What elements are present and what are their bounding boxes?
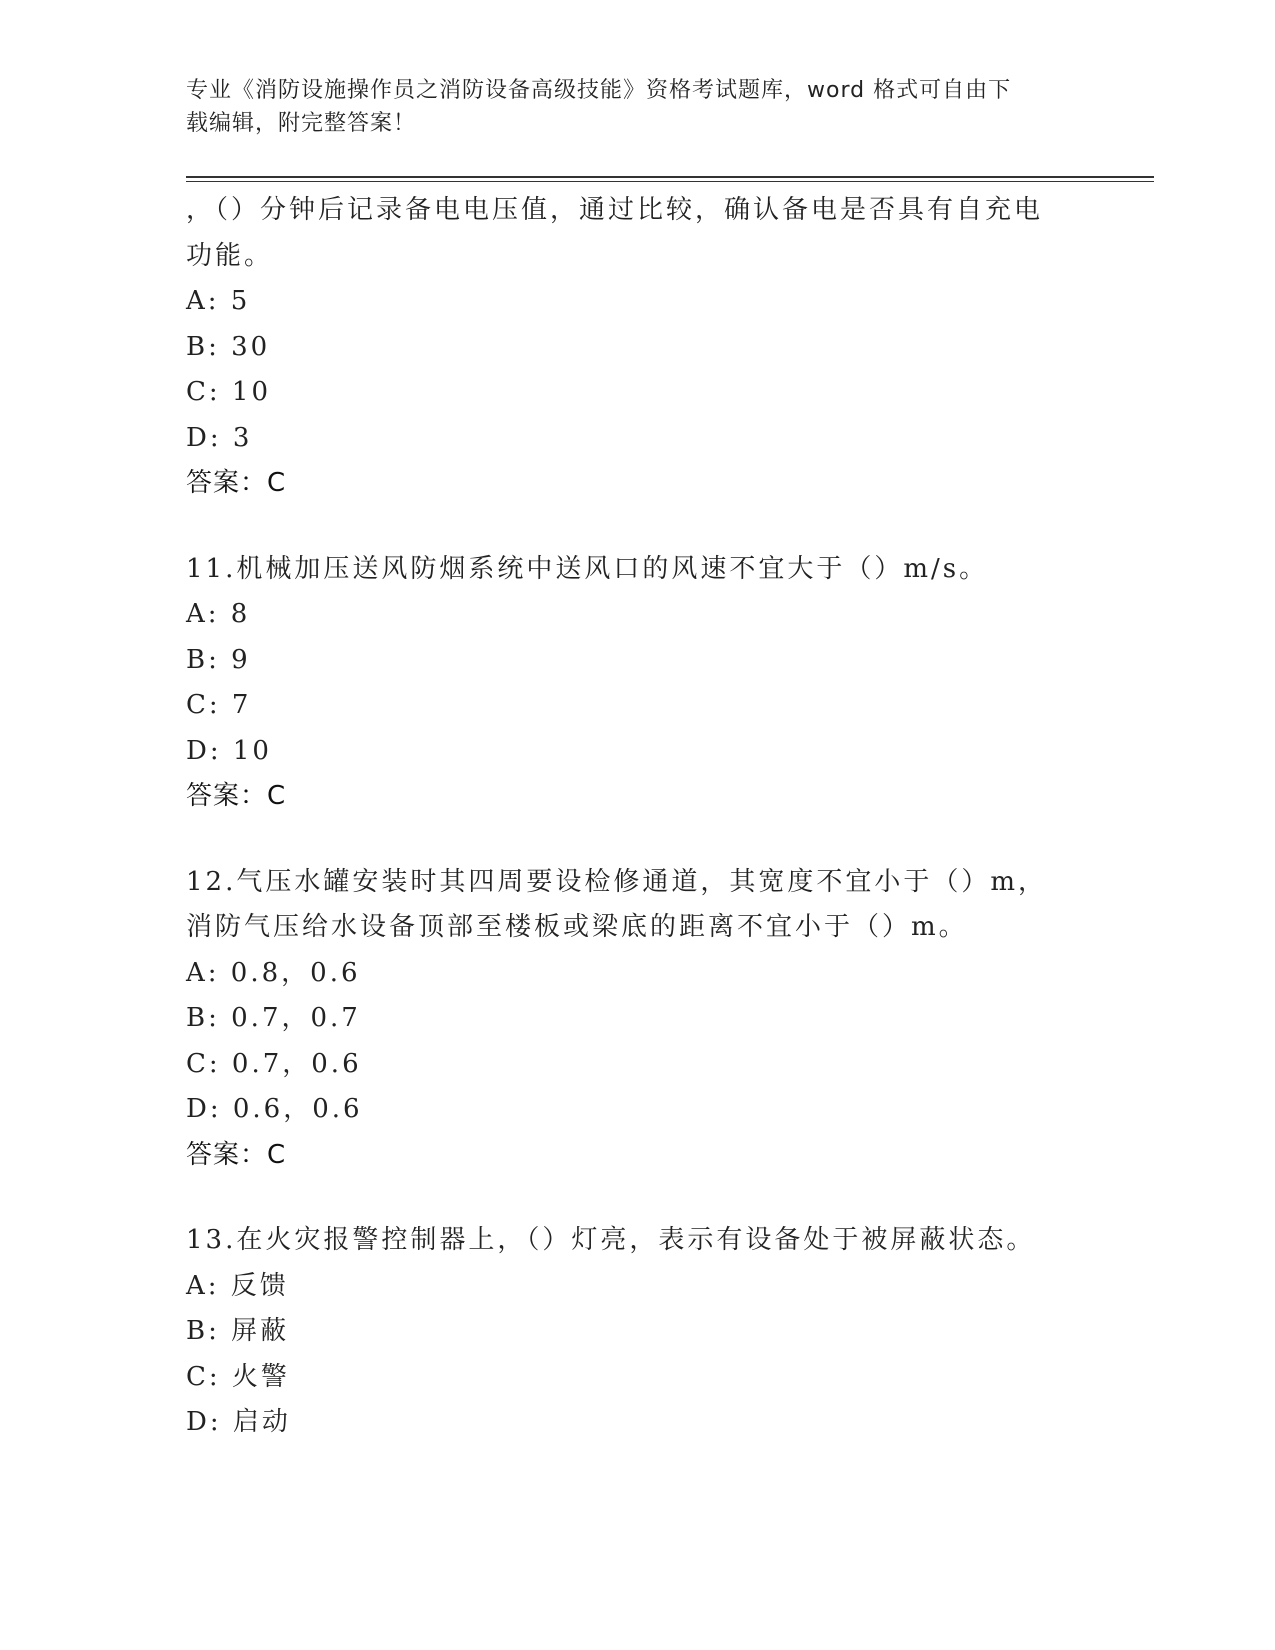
- option-d: D: 3: [186, 422, 253, 453]
- option-a: A: 0.8，0.6: [186, 957, 361, 988]
- question-item: [186, 860, 1066, 1179]
- question-item: [186, 547, 1066, 820]
- question-stem: ，（）分钟后记录备电电压值，通过比较，确认备电是否具有自充电功能。: [186, 195, 1044, 271]
- answer-line: 答案：C: [186, 1139, 287, 1170]
- question-item: [186, 188, 1066, 507]
- option-d: D: 10: [186, 735, 272, 766]
- question-stem: 13.在火灾报警控制器上，（）灯亮，表示有设备处于被屏蔽状态。: [186, 1225, 1036, 1255]
- header-line-1: 专业《消防设施操作员之消防设备高级技能》资格考试题库，word 格式可自由下: [186, 78, 1012, 103]
- header-divider-thin: [186, 181, 1154, 182]
- option-c: C: 火警: [186, 1361, 290, 1392]
- option-c: C: 0.7，0.6: [186, 1048, 362, 1079]
- option-b: B: 9: [186, 644, 251, 675]
- answer-line: 答案：C: [186, 781, 287, 811]
- option-c: C: 10: [186, 377, 272, 407]
- question-list: [186, 188, 1066, 1446]
- answer-line: 答案：C: [186, 468, 287, 498]
- question-item: [186, 1218, 1066, 1446]
- question-stem: 11.机械加压送风防烟系统中送风口的风速不宜大于（）m/s。: [186, 553, 989, 584]
- header-divider-thick: [186, 176, 1154, 178]
- option-a: A: 反馈: [186, 1270, 289, 1301]
- question-stem: 12.气压水罐安装时其四周要设检修通道，其宽度不宜小于（）m，消防气压给水设备顶部至楼板或梁底的距离不宜小于（）m。: [186, 866, 1048, 942]
- option-b: B: 30: [186, 331, 271, 362]
- option-d: D: 0.6，0.6: [186, 1094, 363, 1124]
- option-b: B: 屏蔽: [186, 1316, 290, 1346]
- header-line-2: 载编辑，附完整答案！: [186, 111, 417, 136]
- option-c: C: 7: [186, 690, 252, 720]
- option-a: A: 8: [186, 599, 251, 629]
- page-header: [186, 74, 1066, 140]
- option-a: A: 5: [186, 286, 251, 316]
- option-d: D: 启动: [186, 1407, 291, 1437]
- option-b: B: 0.7，0.7: [186, 1003, 361, 1033]
